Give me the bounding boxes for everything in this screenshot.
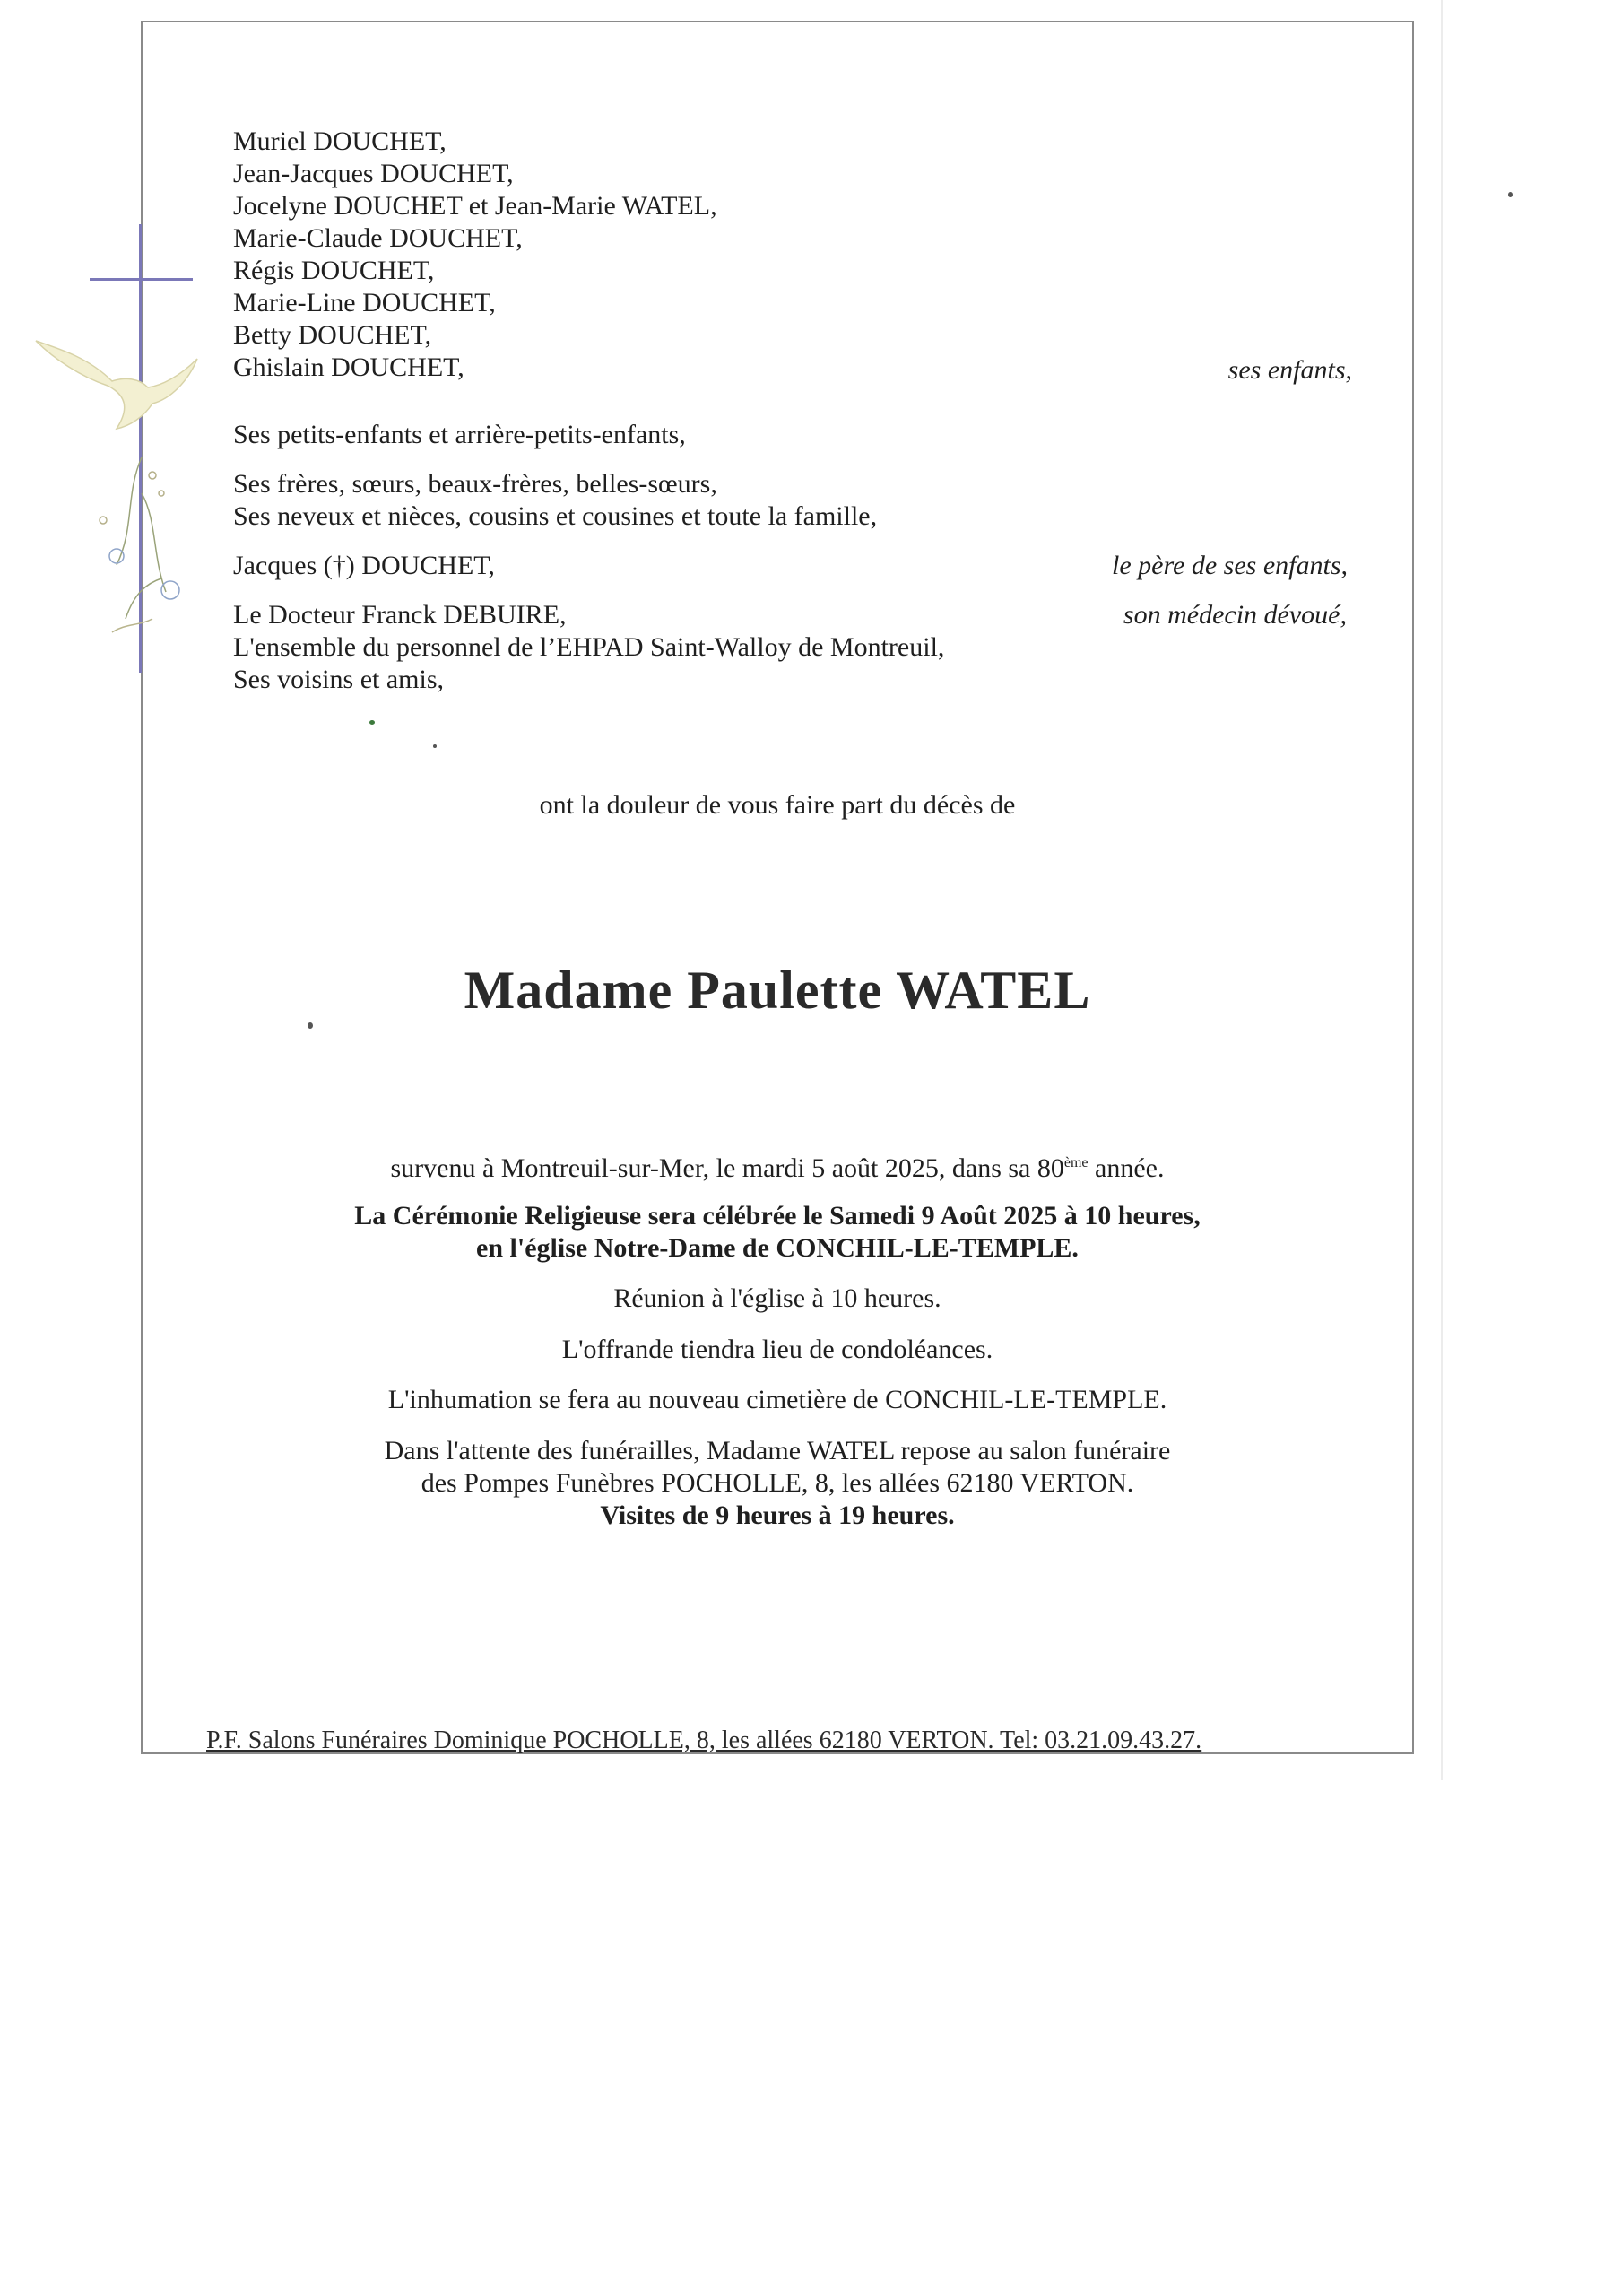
child-name: Régis DOUCHET, [233,256,435,285]
child-name: Marie-Claude DOUCHET, [233,223,523,253]
offering-line: L'offrande tiendra lieu de condoléances. [561,1335,993,1364]
cross-dove-ornament [27,224,206,691]
funeral-home-footer: P.F. Salons Funéraires Dominique POCHOLLE, 8, les allées 62180 VERTON. Tel: 03.21.09.43.27. [206,1726,1202,1754]
scan-speck [369,720,375,725]
ceremony-line-1: La Cérémonie Religieuse sera célébrée le Samedi 9 Août 2025 à 10 heures, [354,1201,1201,1231]
father-name: Jacques (†) DOUCHET, [233,551,495,580]
child-name: Marie-Line DOUCHET, [233,288,496,317]
rest-line-1: Dans l'attente des funérailles, Madame WATEL repose au salon funéraire [384,1436,1171,1465]
scan-speck [308,1022,313,1029]
rest-line-2: des Pompes Funèbres POCHOLLE, 8, les allées 62180 VERTON. [421,1468,1134,1498]
extended-family-line: Ses neveux et nièces, cousins et cousines et toute la famille, [233,501,878,531]
child-name: Jocelyne DOUCHET et Jean-Marie WATEL, [233,191,717,221]
child-name: Jean-Jacques DOUCHET, [233,159,514,188]
father-role: le père de ses enfants, [1112,551,1348,580]
scan-speck [433,744,437,748]
deceased-name: Madame Paulette WATEL [464,961,1091,1020]
children-role: ses enfants, [1227,355,1352,385]
child-name: Betty DOUCHET, [233,320,432,350]
neighbours-line: Ses voisins et amis, [233,665,445,694]
grandchildren-line: Ses petits-enfants et arrière-petits-enfants, [233,420,686,449]
child-name: Muriel DOUCHET, [233,126,447,156]
child-name: Ghislain DOUCHET, [233,352,464,382]
cross-icon [90,224,193,673]
doctor-role: son médecin dévoué, [1123,600,1347,630]
sheet-edge [1441,0,1443,1780]
burial-line: L'inhumation se fera au nouveau cimetière de CONCHIL-LE-TEMPLE. [387,1385,1167,1414]
doctor-name: Le Docteur Franck DEBUIRE, [233,600,567,630]
scan-speck [1508,192,1513,197]
siblings-line: Ses frères, sœurs, beaux-frères, belles-sœurs, [233,469,717,499]
meeting-line: Réunion à l'église à 10 heures. [613,1283,941,1313]
dove-icon [36,341,197,429]
visits-line: Visites de 9 heures à 19 heures. [600,1500,955,1530]
announcement-line: ont la douleur de vous faire part du décès de [539,790,1016,820]
staff-line: L'ensemble du personnel de l’EHPAD Saint-Walloy de Montreuil, [233,632,945,662]
death-details: survenu à Montreuil-sur-Mer, le mardi 5 août 2025, dans sa 80ème année. [390,1153,1165,1183]
ceremony-line-2: en l'église Notre-Dame de CONCHIL-LE-TEMPLE. [476,1233,1079,1263]
